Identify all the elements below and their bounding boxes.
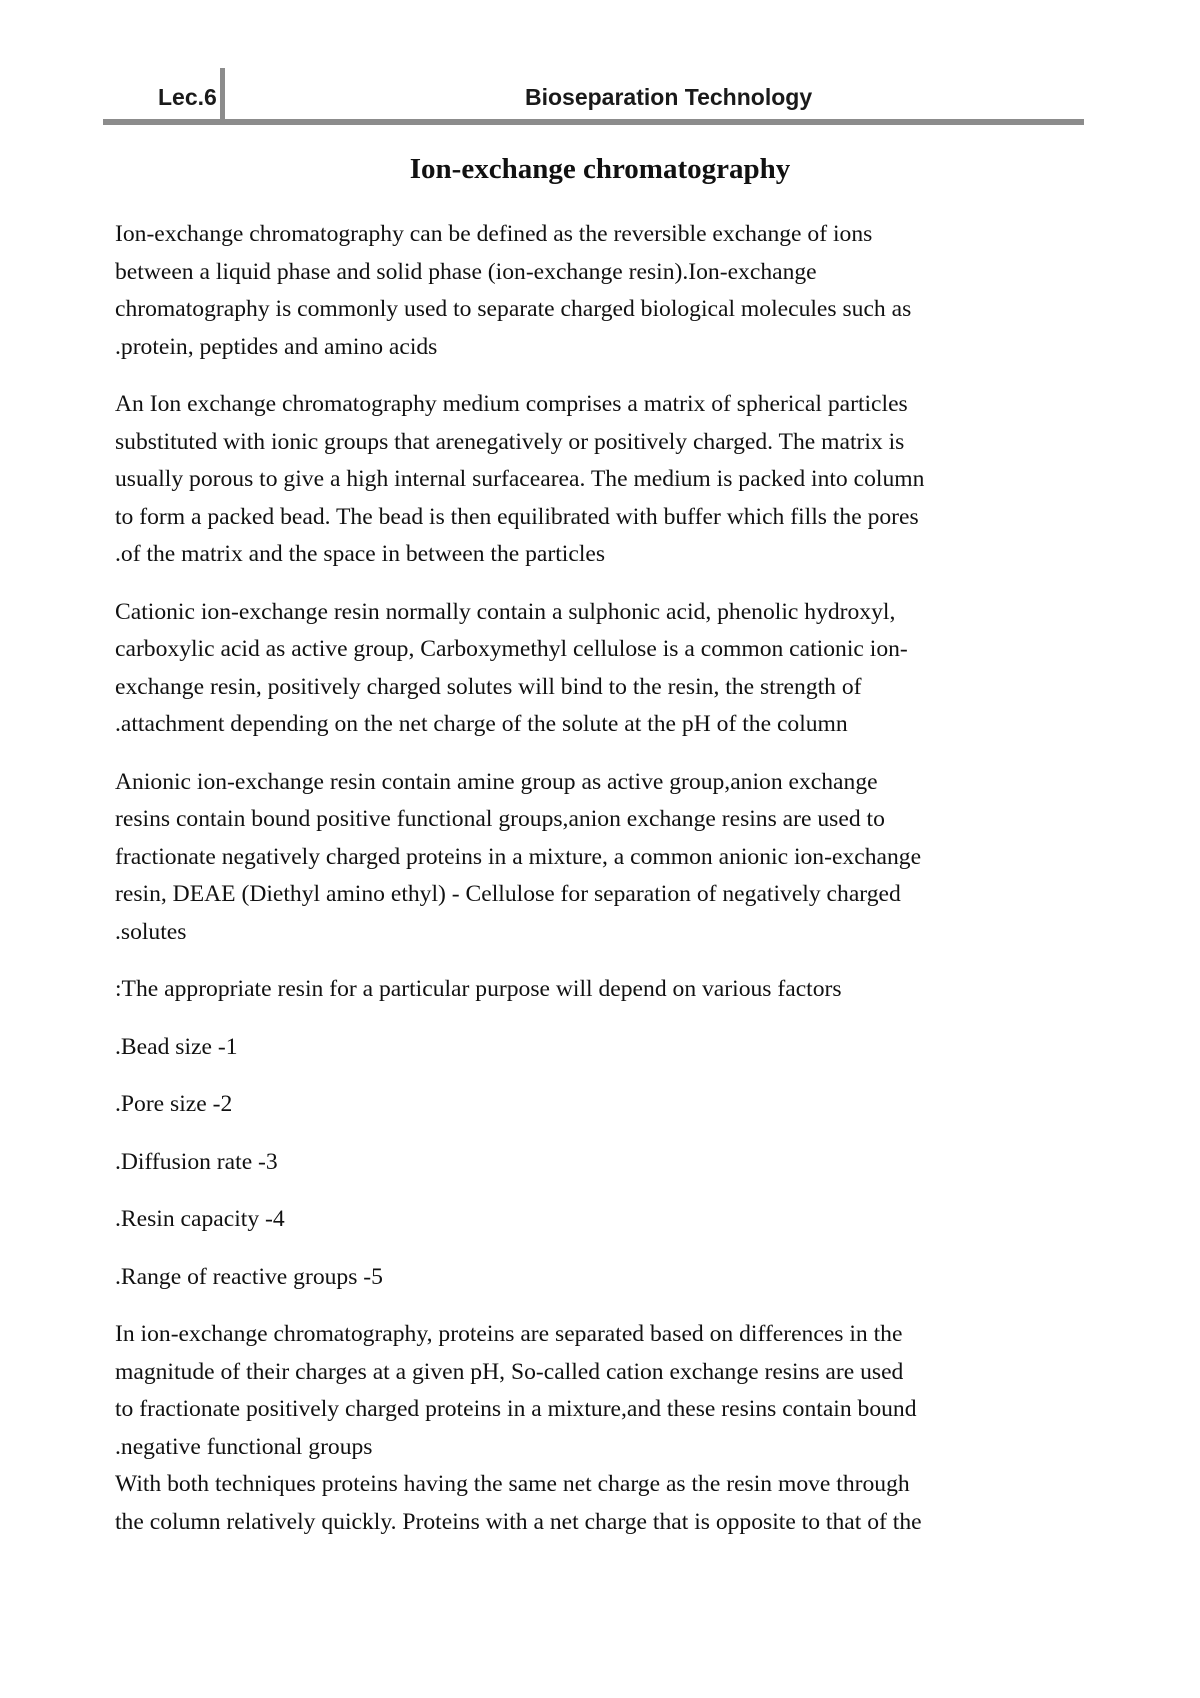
paragraph-definition: [115, 216, 1100, 366]
paragraph-medium: [115, 386, 1100, 574]
text-line: .negative functional groups: [115, 1433, 373, 1460]
factor-item: .Diffusion rate -3: [115, 1148, 278, 1175]
text-line: resin, DEAE (Diethyl amino ethyl) - Cellulose for separation of negatively charged: [115, 881, 901, 907]
document-body: [115, 216, 1100, 1541]
page-header: [103, 68, 1084, 124]
text-line: .solutes: [115, 918, 187, 945]
text-line: Cationic ion-exchange resin normally contain a sulphonic acid, phenolic hydroxyl,: [115, 598, 896, 625]
factor-item: .Pore size -2: [115, 1091, 233, 1117]
paragraph-anionic: [115, 764, 1100, 952]
paragraph-techniques: [115, 1466, 1100, 1541]
course-title: Bioseparation Technology: [525, 84, 813, 110]
factor-item: .Resin capacity -4: [115, 1206, 285, 1232]
text-line: magnitude of their charges at a given pH, So-called cation exchange resins are used: [115, 1358, 904, 1385]
factor-item: .Bead size -1: [115, 1033, 238, 1060]
page-title: Ion-exchange chromatography: [409, 153, 791, 185]
text-line: .attachment depending on the net charge of the solute at the pH of the column: [115, 711, 848, 737]
text-line: Ion-exchange chromatography can be defined as the reversible exchange of ions: [115, 221, 873, 247]
text-line: the column relatively quickly. Proteins with a net charge that is opposite to that of the: [115, 1508, 922, 1535]
text-line: exchange resin, positively charged solutes will bind to the resin, the strength of: [115, 673, 862, 700]
text-line: resins contain bound positive functional groups,anion exchange resins are used to: [115, 806, 885, 832]
text-line: In ion-exchange chromatography, proteins are separated based on differences in the: [115, 1321, 903, 1347]
header-divider: [220, 68, 225, 119]
paragraph-separation: [115, 1316, 1100, 1466]
text-line: fractionate negatively charged proteins in a mixture, a common anionic ion-exchange: [115, 843, 922, 870]
factors-intro: :The appropriate resin for a particular purpose will depend on various factors: [115, 976, 842, 1002]
paragraph-cationic: [115, 594, 1100, 744]
text-line: between a liquid phase and solid phase (ion-exchange resin).Ion-exchange: [115, 258, 817, 285]
text-line: Anionic ion-exchange resin contain amine group as active group,anion exchange: [115, 768, 878, 795]
header-rule: [103, 119, 1084, 125]
text-line: chromatography is commonly used to separate charged biological molecules such as: [115, 296, 912, 322]
text-line: .protein, peptides and amino acids: [115, 333, 438, 360]
text-line: With both techniques proteins having the same net charge as the resin move through: [115, 1471, 910, 1497]
text-line: to form a packed bead. The bead is then equilibrated with buffer which fills the pores: [115, 503, 919, 530]
text-line: substituted with ionic groups that arenegatively or positively charged. The matrix is: [115, 428, 905, 455]
factor-item: .Range of reactive groups -5: [115, 1263, 383, 1290]
text-line: carboxylic acid as active group, Carboxymethyl cellulose is a common cationic ion-: [115, 636, 908, 662]
lecture-number: Lec.6: [158, 84, 217, 110]
text-line: to fractionate positively charged proteins in a mixture,and these resins contain bound: [115, 1396, 917, 1422]
text-line: An Ion exchange chromatography medium comprises a matrix of spherical particles: [115, 391, 908, 417]
text-line: .of the matrix and the space in between the particles: [115, 541, 606, 567]
text-line: usually porous to give a high internal surfacearea. The medium is packed into column: [115, 466, 925, 492]
